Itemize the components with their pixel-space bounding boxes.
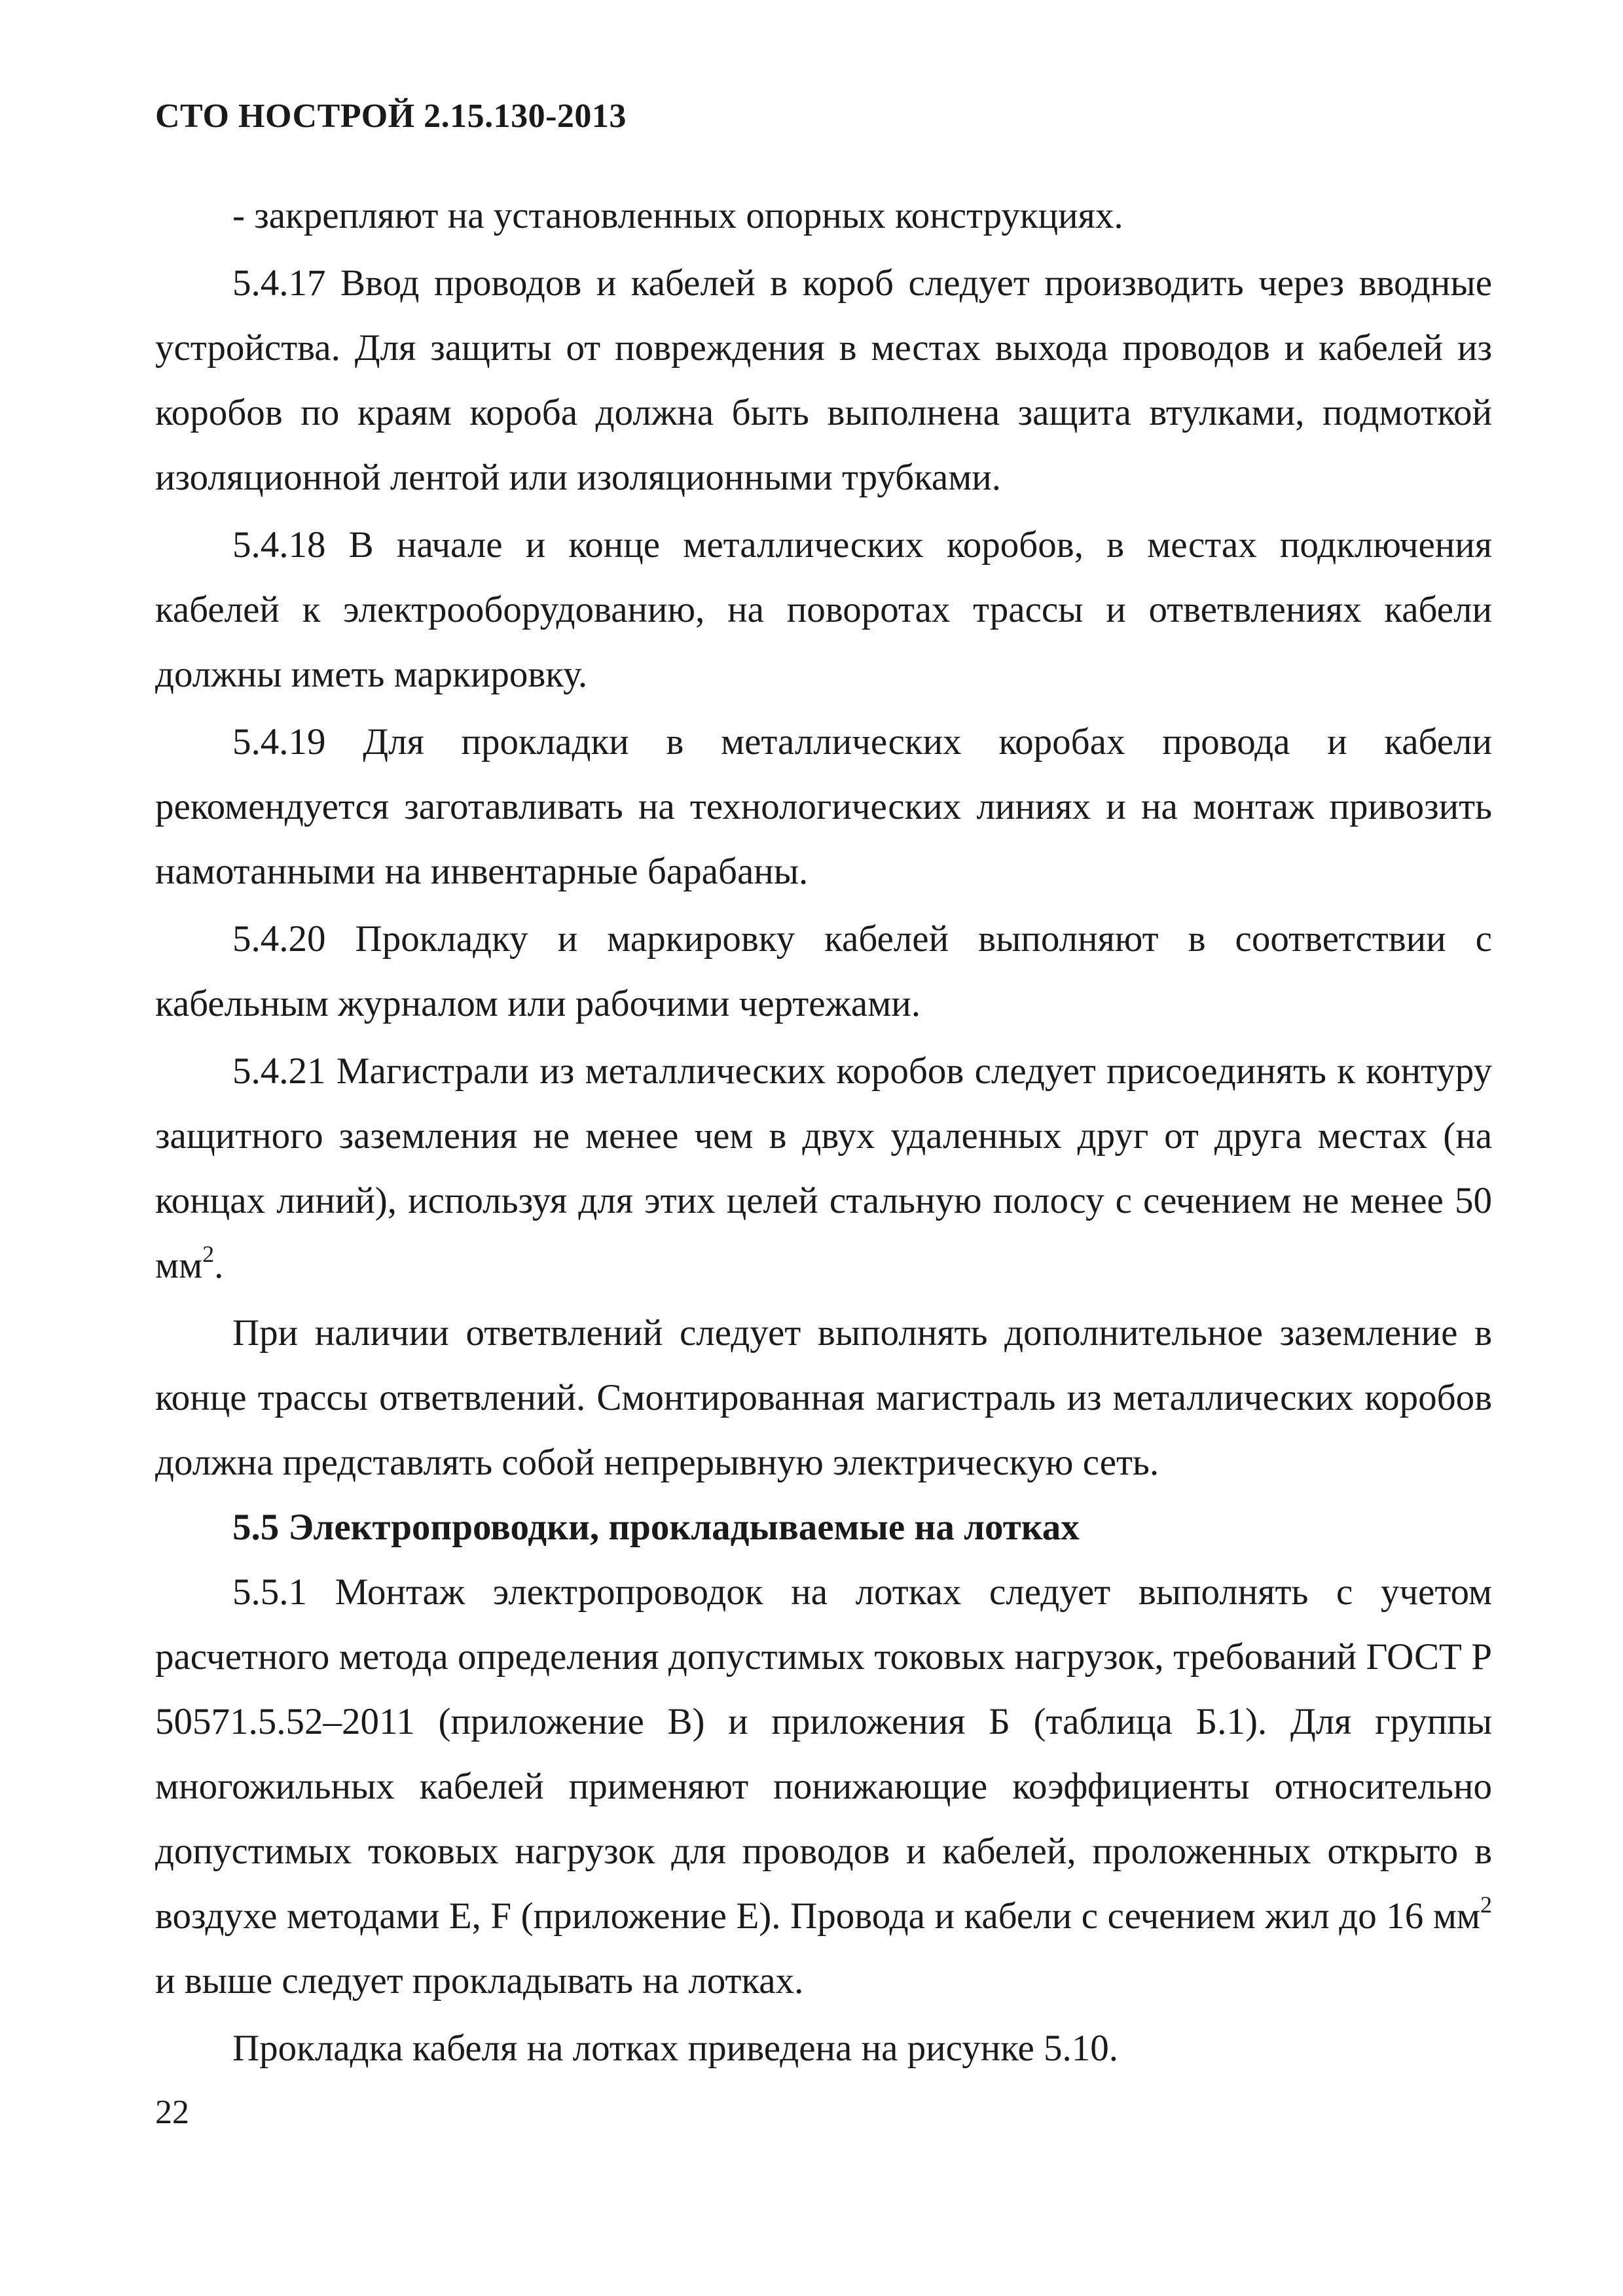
paragraph-end: . xyxy=(214,1245,224,1286)
paragraph-5-5-1 xyxy=(155,1560,1492,2013)
paragraph-text: 5.5.1 Монтаж электропроводок на лотках следует выполнять с учетом расчетного метода определения допустимых токовых нагрузок, требований ГОСТ Р 50571.5.52–2011 (приложение В) и приложения Б (таблица Б.1). Для группы многожильных кабелей применяют понижающие коэффициенты относительно допустимых токовых нагрузок для проводов и кабелей, проложенных открыто в воздухе методами Е, F (приложение Е). Провода и кабели с сечением жил до 16 мм xyxy=(155,1571,1492,1937)
document-body xyxy=(155,183,1492,2081)
paragraph-figure-reference: Прокладка кабеля на лотках приведена на рисунке 5.10. xyxy=(232,2028,1119,2069)
page-number: 22 xyxy=(155,2094,189,2131)
paragraph-end: и выше следует прокладывать на лотках. xyxy=(155,1960,804,2001)
paragraph-list-item: - закрепляют на установленных опорных конструкциях. xyxy=(232,195,1123,236)
document-header: СТО НОСТРОЙ 2.15.130-2013 xyxy=(155,98,627,135)
superscript: 2 xyxy=(202,1241,215,1267)
paragraph-text: 5.4.21 Магистрали из металлических коробов следует присоединять к контуру защитного заземления не менее чем в двух удаленных друг от друга местах (на концах линий), используя для этих целей стальную полосу с сечением не менее 50 мм xyxy=(155,1050,1492,1286)
paragraph-5-4-17: 5.4.17 Ввод проводов и кабелей в короб следует производить через вводные устройства. Для защиты от повреждения в местах выхода проводов и кабелей из коробов по краям короба должна быть выполнена защита втулками, подмоткой изоляционной лентой или изоляционными трубками. xyxy=(155,262,1492,498)
paragraph-5-4-20: 5.4.20 Прокладку и маркировку кабелей выполняют в соответствии с кабельным журналом или рабочими чертежами. xyxy=(155,918,1492,1024)
superscript: 2 xyxy=(1480,1892,1492,1918)
paragraph-5-4-19: 5.4.19 Для прокладки в металлических коробах провода и кабели рекомендуется заготавливать на технологических линиях и на монтаж привозить намотанными на инвентарные барабаны. xyxy=(155,721,1492,892)
paragraph-5-4-18: 5.4.18 В начале и конце металлических коробов, в местах подключения кабелей к электрооборудованию, на поворотах трассы и ответвлениях кабели должны иметь маркировку. xyxy=(155,524,1492,695)
paragraph-5-4-21 xyxy=(155,1039,1492,1298)
paragraph-branch-grounding: При наличии ответвлений следует выполнять дополнительное заземление в конце трассы ответвлений. Смонтированная магистраль из металлических коробов должна представлять собой непрерывную электрическую сеть. xyxy=(155,1312,1492,1483)
section-heading-5-5: 5.5 Электропроводки, прокладываемые на лотках xyxy=(232,1507,1080,1548)
